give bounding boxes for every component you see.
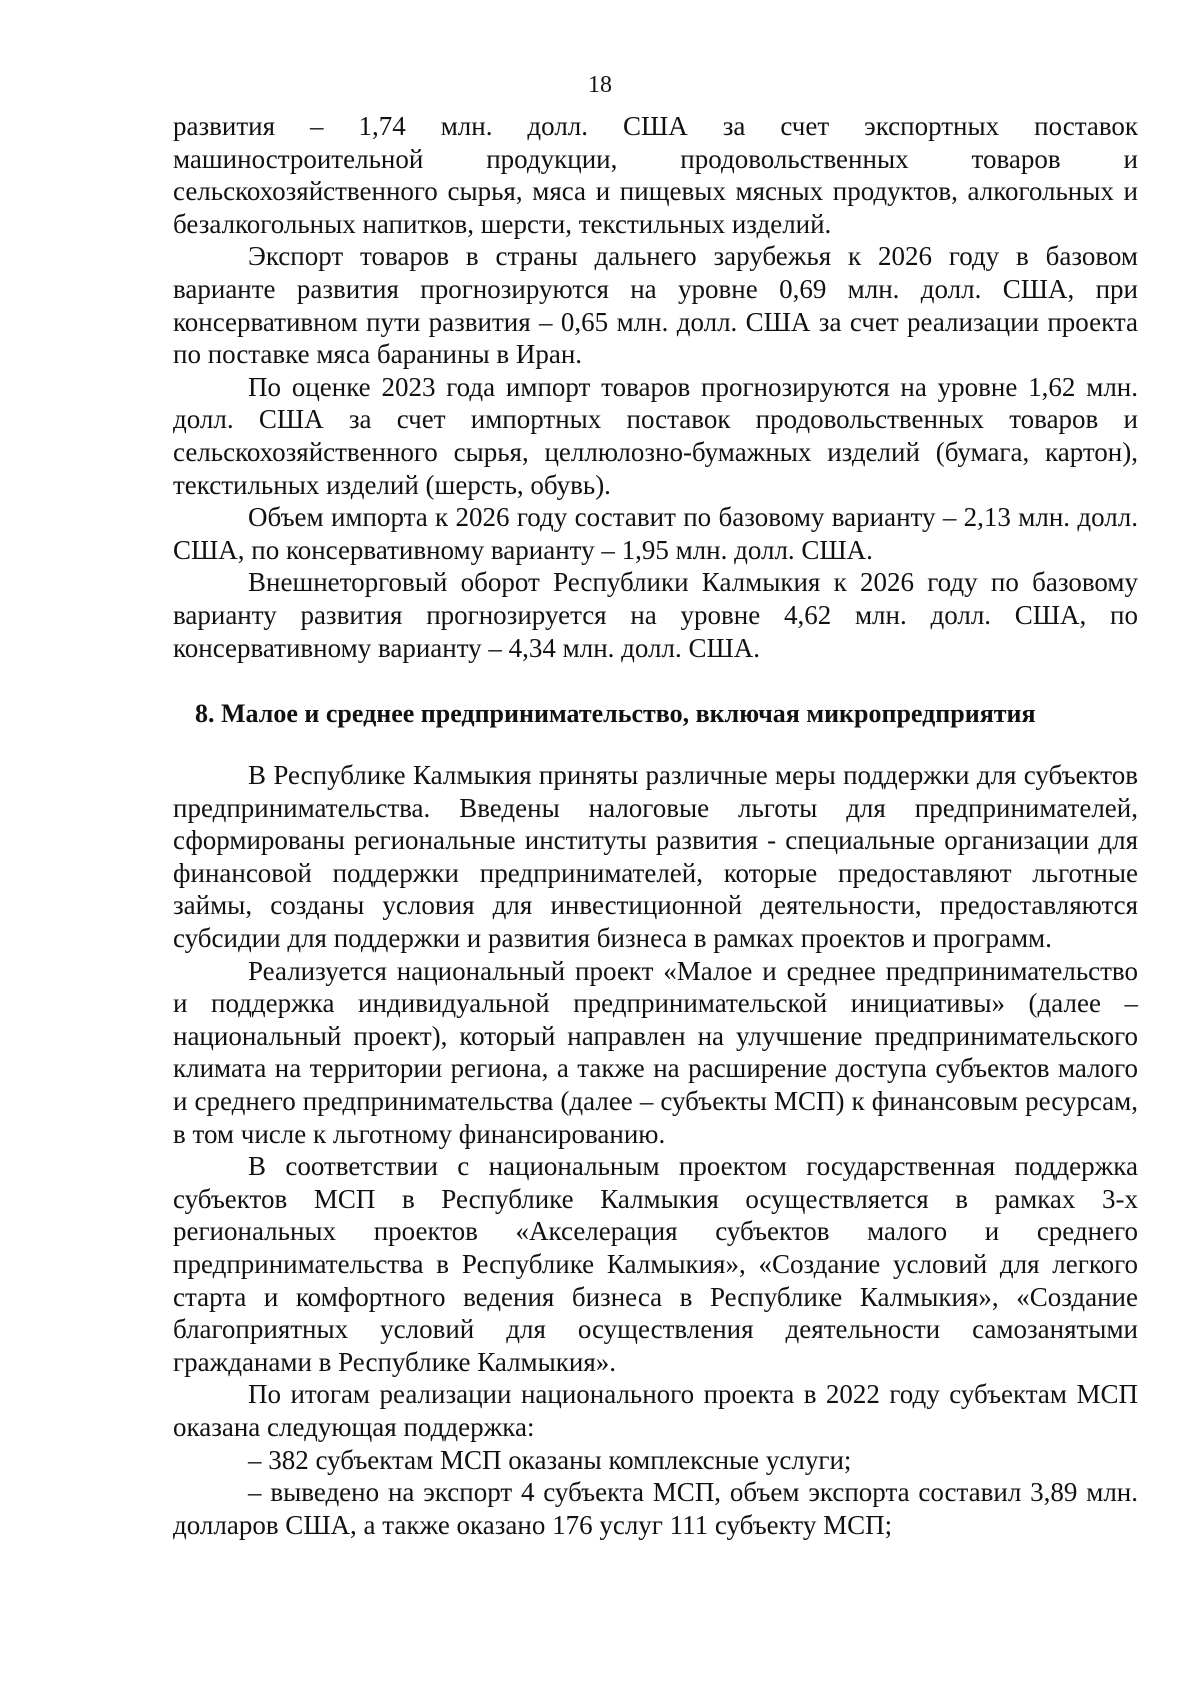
paragraph: Реализуется национальный проект «Малое и среднее предпринимательство и поддержка индивидуальной предпринимательской инициативы» (далее – национальный проект), который направлен на улучшение предпринимательского климата на территории региона, а также на расширение доступа субъектов малого и среднего предпринимательства (далее – субъекты МСП) к финансовым ресурсам, в том числе к льготному финансированию. [173,955,1138,1149]
paragraph: Экспорт товаров в страны дальнего зарубежья к 2026 году в базовом варианте развития прогнозируются на уровне 0,69 млн. долл. США, при консервативном пути развития – 0,65 млн. долл. США за счет реализации проекта по поставке мяса баранины в Иран. [173,241,1138,370]
paragraph: В соответствии с национальным проектом государственная поддержка субъектов МСП в Республике Калмыкия осуществляется в рамках 3-х региональных проектов «Акселерация субъектов малого и среднего предпринимательства в Республике Калмыкия», «Создание условий для легкого старта и комфортного ведения бизнеса в Республике Калмыкия», «Создание благоприятных условий для осуществления деятельности самозанятыми гражданами в Республике Калмыкия». [173,1151,1138,1377]
list-item: – 382 субъектам МСП оказаны комплексные услуги; [248,1444,852,1475]
paragraph: По оценке 2023 года импорт товаров прогнозируются на уровне 1,62 млн. долл. США за счет импортных поставок продовольственных товаров и сельскохозяйственного сырья, целлюлозно-бумажных изделий (бумага, картон), текстильных изделий (шерсть, обувь). [173,371,1138,500]
paragraph: По итогам реализации национального проекта в 2022 году субъектам МСП оказана следующая поддержка: [173,1379,1138,1442]
paragraph: В Республике Калмыкия приняты различные меры поддержки для субъектов предпринимательства. Введены налоговые льготы для предпринимателей, сформированы региональные институты развития - специальные организации для финансовой поддержки предпринимателей, которые предоставляют льготные займы, созданы условия для инвестиционной деятельности, предоставляются субсидии для поддержки и развития бизнеса в рамках проектов и программ. [173,760,1138,954]
paragraph: развития – 1,74 млн. долл. США за счет экспортных поставок машиностроительной продукции, продовольственных товаров и сельскохозяйственного сырья, мяса и пищевых мясных продуктов, алкогольных и безалкогольных напитков, шерсти, текстильных изделий. [173,111,1138,239]
page-number: 18 [588,72,612,98]
list-item: – выведено на экспорт 4 субъекта МСП, объем экспорта составил 3,89 млн. долларов США, а также оказано 176 услуг 111 субъекту МСП; [173,1477,1138,1540]
paragraph: Внешнеторговый оборот Республики Калмыкия к 2026 году по базовому варианту развития прогнозируется на уровне 4,62 млн. долл. США, по консервативному варианту – 4,34 млн. долл. США. [173,567,1138,663]
paragraph: Объем импорта к 2026 году составит по базовому варианту – 2,13 млн. долл. США, по консервативному варианту – 1,95 млн. долл. США. [173,502,1138,565]
section-heading: 8. Малое и среднее предпринимательство, включая микропредприятия [195,699,1036,729]
page-body [173,110,1138,1541]
